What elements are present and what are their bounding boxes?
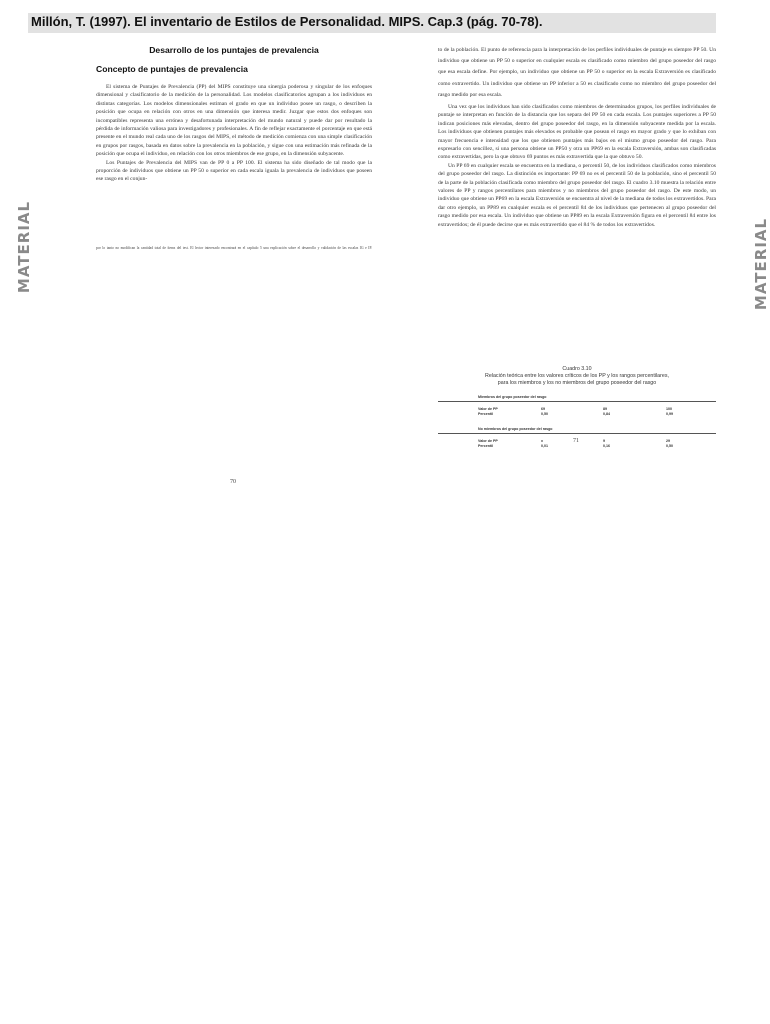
- table-section-title: No miembros del grupo poseedor del rasgo: [478, 427, 553, 431]
- table-title: Cuadro 3.10: [562, 366, 592, 372]
- table-cell: 0,84: [603, 412, 610, 416]
- table-cell: Percentil: [478, 412, 494, 416]
- left-paragraph: Los Puntajes de Prevalencia del MIPS van de PP 0 a PP 100. El sistema ha sido diseñado de tal modo que la proporción de individuos que obtiene un PP 50 o superior en cada escala iguala la prevalencia de individuos que poseen ese rasgo en el conjun-: [96, 159, 372, 183]
- table-cell: 0,50: [541, 412, 548, 416]
- footnote: por lo tanto no modifican la cantidad total de ítems del test. El lector interesado encontrará en el capítulo 5 una explicación sobre el desarrollo y validación de las escalas IG e IP.: [96, 246, 372, 250]
- table-cell: 0,50: [666, 444, 673, 448]
- table-cell: Valor de PP: [478, 439, 498, 443]
- table-cuadro-3-10: [438, 366, 716, 449]
- table-section-title: Miembros del grupo poseedor del rasgo: [478, 395, 547, 399]
- left-paragraph: El sistema de Puntajes de Prevalencia (PP) del MIPS constituye una sinergia poderosa y singular de los enfoques dimensional y clasificatorio de la medición de la personalidad. Los modelos clasificatorios agrupan a los individuos en distintas categorías. Los modelos dimensionales estiman el grado en que un individuo posee un rasgo, o describen la posición que ocupa en relación con otros en una dimensión que interesa medir. Juzgar que estos dos enfoques son incompatibles representa una errónea y desafortunada interpretación del mundo natural y puede dar por resultado la pérdida de información valiosa para investigadores y profesionales. A fin de reflejar exactamente el porcentaje en que está presente en el mundo real cada uno de los rasgos del MIPS, el método de medición comienza con una simple clasificación en grupos por rasgos, basada en datos sobre la prevalencia en la población, y sigue con una estimación más refinada de la posición que ocupa el individuo, en relación con los otros miembros de ese grupo, en la dimensión subyacente.: [96, 84, 372, 158]
- section-title: Desarrollo de los puntajes de prevalencia: [149, 45, 319, 55]
- table-cell: 29: [666, 439, 670, 443]
- left-page: [96, 0, 372, 500]
- table-row: [438, 444, 716, 449]
- table-cell: 100: [666, 407, 672, 411]
- table-cell: Valor de PP: [478, 407, 498, 411]
- table-cell: x: [541, 439, 543, 443]
- page-number-left: 70: [230, 479, 236, 485]
- left-body: [96, 83, 372, 184]
- table-cell: 0,01: [541, 444, 548, 448]
- page-number-right: 71: [573, 438, 579, 444]
- table-cell: 69: [541, 407, 545, 411]
- watermark-left: MATERIAL: [15, 200, 34, 294]
- right-body: [438, 45, 716, 229]
- table-row: [438, 412, 716, 417]
- table-cell: 0,16: [603, 444, 610, 448]
- table-cell: 9: [603, 439, 605, 443]
- table-caption-line: Relación teórica entre los valores críticos de los PP y los rangos percentilares,: [485, 373, 669, 379]
- right-paragraph: Una vez que los individuos han sido clasificados como miembros de determinados grupos, los perfiles individuales de puntaje se interpretan en función de la distancia que los separa del PP 50 en cada escala. Los puntajes superiores a PP 50 indican posiciones más elevadas, dentro del grupo poseedor del rasgo, en la dimensión subyacente medida por la escala. Los individuos que obtienen puntajes más elevados es probable que posean el rasgo en mayor grado y que lo exhiban con mayor frecuencia e intensidad que los que obtienen puntajes más bajos en el mismo grupo poseedor del rasgo. Para expresarlo con sencillez, si una persona obtiene un PP50 y otra un PP69 en la escala Extraversión, ambas son clasificadas como extravertidas, pero la que obtuvo 69 puntos es más extravertida que la que obtuvo 50.: [438, 104, 716, 161]
- watermark-right: MATERIAL: [752, 217, 770, 311]
- table-cell: Percentil: [478, 444, 494, 448]
- right-paragraph: to de la población. El punto de referencia para la interpretación de los perfiles individuales de puntaje es siempre PP 50. Un individuo que obtiene un PP 50 o superior en cualquier escala es clasificado como miembro del grupo poseedor del rasgo que esa escala define. Por ejemplo, un individuo que obtiene un PP 50 o superior en la escala Extraversión es clasificado como extravertido. Un individuo que obtiene un PP inferior a 50 es clasificado como no miembro del grupo poseedor del rasgo medido por esa escala.: [438, 47, 716, 98]
- table-cell: 0,99: [666, 412, 673, 416]
- subsection-title: Concepto de puntajes de prevalencia: [96, 64, 248, 74]
- right-paragraph: Un PP 69 en cualquier escala se encuentra en la mediana, o percentil 50, de los individuos clasificados como miembros del grupo poseedor del rasgo. La distinción es importante: PP 69 no es el percentil 50 de la población, sino el percentil 50 de la parte de la población clasificada como miembro del grupo poseedor del rasgo. El cuadro 3.10 muestra la relación entre valores de PP y rangos percentilares para miembros y no miembros del grupo poseedor del rasgo. De este modo, un individuo que obtiene un PP69 en la escala Extraversión se encuentra al nivel de la mediana de todos los extravertidos. Para dar otro ejemplo, un PP89 en cualquier escala es el percentil 84 de los individuos que pertenecen al grupo poseedor del rasgo medido por esa escala. Un individuo que obtiene un PP89 en la escala Extraversión figura en el percentil 84 entre los extravertidos; de él puede decirse que es más extravertido que el 84 % de todos los extravertidos.: [438, 162, 716, 228]
- table-cell: 89: [603, 407, 607, 411]
- table-caption-line: para los miembros y los no miembros del grupo poseedor del rasgo: [497, 380, 657, 386]
- document-title: Millón, T. (1997). El inventario de Estilos de Personalidad. MIPS. Cap.3 (pág. 70-78).: [31, 14, 543, 29]
